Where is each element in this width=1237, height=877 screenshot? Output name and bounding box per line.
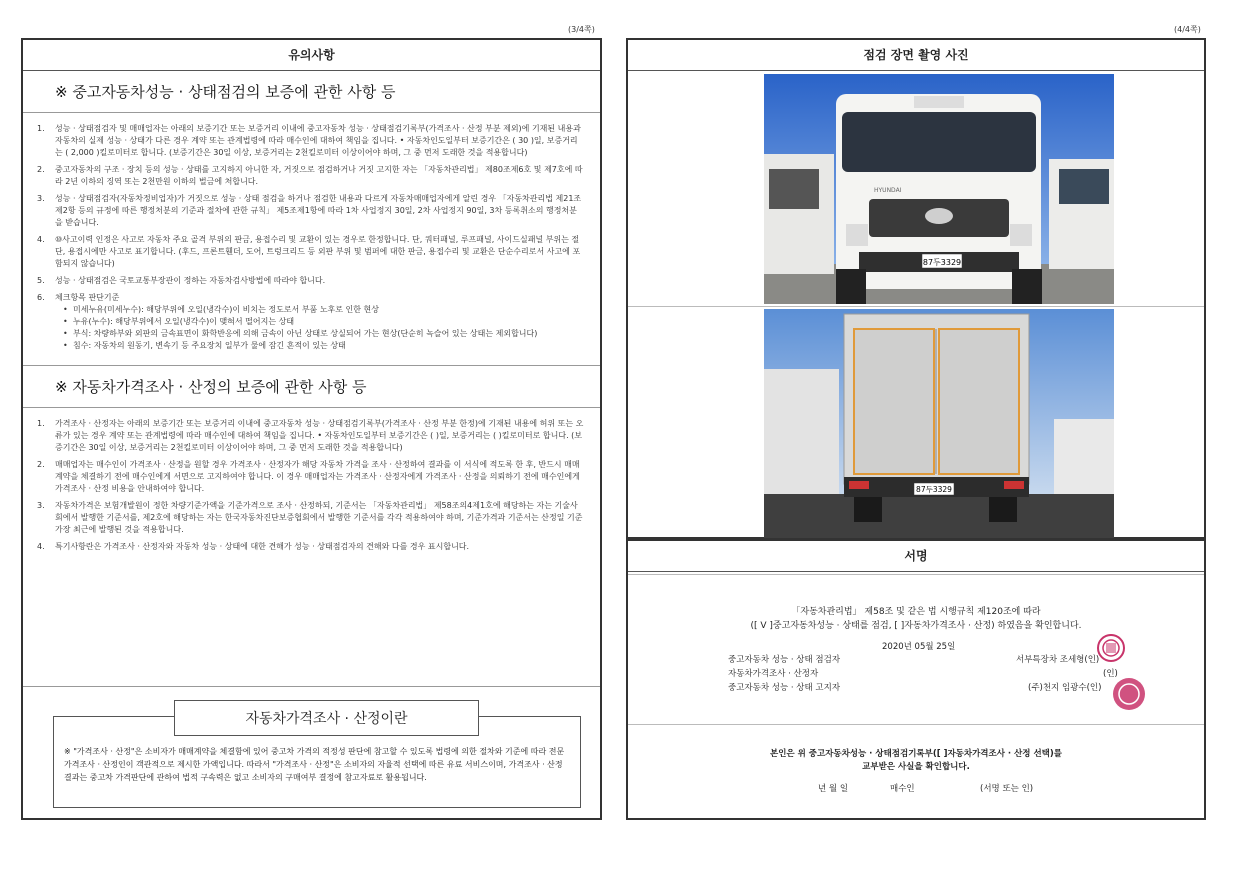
notice-box-divider xyxy=(23,686,600,687)
notice-box xyxy=(53,711,581,808)
list-item: 6. 체크항목 판단기준 • 미세누유(미세누수): 해당부위에 오일(냉각수)이 비치는 정도로서 부품 노후로 인한 현상 • 누유(누수): 해당부위에서 오일(냉각수)이 맺혀서 떨어지는 상태 • 부식: 차량하부와 외판의 금속표면이 화학반응에 의해 금속이 아닌 상태로 상실되어 가는 현상(단순히 녹슬어 있는 상태는 제외합니다) • 침수: 자동차의 원동기, 변속기 등 주요장치 일부가 물에 잠긴 흔적이 있는 상태 xyxy=(53,292,584,352)
rear-photo xyxy=(764,309,1114,538)
rear-plate-text: 87두3329 xyxy=(916,485,952,494)
rear-truck-image xyxy=(764,309,1114,538)
notice-box-text: ※ "가격조사 · 산정"은 소비자가 매매계약을 체결함에 있어 중고차 가격의 적정성 판단에 참고할 수 있도록 법령에 의한 절차와 기준에 따라 전문 가격조사 · 산정인이 객관적으로 제시한 가액입니다. 따라서 "가격조사 · 산정"은 소비자의 자율적 선택에 따른 유료 서비스이며, 가격조사 · 산정 결과는 중고차 가격판단에 관하여 법적 구속력은 없고 소비자의 구매여부 결정에 참고자료로 활용됩니다. xyxy=(64,747,565,782)
sign-date: 2020년 05월 25일 xyxy=(882,642,956,652)
check-criteria-list xyxy=(55,304,584,352)
sign-name-appraiser: (인) xyxy=(1103,669,1118,679)
signature-top-divider xyxy=(628,574,1204,575)
list-item: 2. 매매업자는 매수인이 가격조사 · 산정을 원할 경우 가격조사 · 산정자가 해당 자동차 가격을 조사 · 산정하여 결과를 이 서식에 적도록 한 후, 반드시 매매계약을 체결하기 전에 매수인에게 서면으로 고지하여야 합니다. 이 경우 매매업자는 가격조사 · 산정자에게 가격조사 · 산정을 의뢰하기 전에 매수인에게 가격조사 · 산정 비용을 안내하여야 합니다. xyxy=(37,460,580,493)
photo-divider xyxy=(628,306,1204,307)
list-item: 2. 중고자동차의 구조 · 장치 등의 성능 · 상태를 고지하지 아니한 자, 거짓으로 점검하거나 거짓 고지한 자는 「자동차관리법」 제80조제6호 및 제7호에 따라 2년 이하의 징역 또는 2천만원 이하의 벌금에 처합니다. xyxy=(37,165,583,186)
sign-name-notifier: (주)천지 임광수(인) xyxy=(1028,683,1102,693)
photo-panel xyxy=(626,38,1206,539)
list-item: 3. 자동차가격은 보험개발원이 정한 차량기준가액을 기준가격으로 조사 · 산정하되, 기준서는 「자동차관리법」 제58조의4제1호에 해당하는 자는 기술사회에서 발행한 기준서를, 제2호에 해당하는 자는 한국자동차진단보증협회에서 발행한 기준서를 각각 적용하여야 하며, 기준가격과 기준서는 산정일 기준 가장 최근에 발행된 것을 적용합니다. xyxy=(37,501,583,534)
list-item: 4. 특기사항란은 가격조사 · 산정자와 자동차 성능 · 상태에 대한 견해가 성능 · 상태점검자의 견해와 다를 경우 표시합니다. xyxy=(37,542,470,551)
left-page-number: (3/4쪽) xyxy=(568,25,595,34)
criteria-item: • 미세누유(미세누수): 해당부위에 오일(냉각수)이 비치는 정도로서 부품 노후로 인한 현상 xyxy=(63,304,584,316)
criteria-item: • 침수: 자동차의 원동기, 변속기 등 주요장치 일부가 물에 잠긴 흔적이 있는 상태 xyxy=(63,340,584,352)
signature-bottom-divider xyxy=(628,724,1204,725)
notice-header: 유의사항 xyxy=(23,40,600,71)
notice-box-title: 자동차가격조사 · 산정이란 xyxy=(174,700,479,736)
notice-panel xyxy=(21,38,602,820)
criteria-item: • 부식: 차량하부와 외판의 금속표면이 화학반응에 의해 금속이 아닌 상태로 상실되어 가는 현상(단순히 녹슬어 있는 상태는 제외합니다) xyxy=(63,328,584,340)
right-page-number: (4/4쪽) xyxy=(1174,25,1201,34)
section2-list xyxy=(23,408,600,566)
section1-title: ※ 중고자동차성능 · 상태점검의 보증에 관한 사항 등 xyxy=(23,71,600,113)
list-item: 1. 성능 · 상태점검자 및 매매업자는 아래의 보증기간 또는 보증거리 이내에 중고자동차 성능 · 상태점검기록부(가격조사 · 산정 부분 제외)에 기재된 내용과 자동차의 실제 성능 · 상태가 다른 경우 계약 또는 관계법령에 따라 매수인에 대하여 책임을 집니다. • 자동차인도일부터 보증기간은 ( 30 )일, 보증거리는 ( 2,000 )킬로미터로 합니다. (보증기간은 30일 이상, 보증거리는 2천킬로미터 이상이어야 하며, 그 중 먼저 도래한 것을 적용합니다) xyxy=(37,124,581,157)
signature-header: 서명 xyxy=(628,541,1204,572)
truck-brand-text: HYUNDAI xyxy=(874,187,902,194)
list-item: 1. 가격조사 · 산정자는 아래의 보증기간 또는 보증거리 이내에 중고자동차 성능 · 상태점검기록부(가격조사 · 산정 부분 한정)에 기재된 내용에 허위 또는 오류가 있는 경우 계약 또는 관계법령에 따라 매수인에 대하여 책임을 집니다. • 자동차인도일부터 보증기간은 ( )일, 보증거리는 ( )킬로미터로 합니다. (보증기간은 30일 이상, 보증거리는 2천킬로미터 이상이어야 하며, 그 중 먼저 도래한 것을 적용합니다) xyxy=(37,419,584,452)
law-line-2: ([ V ]중고자동차성능 · 상태를 점검, [ ]자동차가격조사 · 산정) 하였음을 확인합니다. xyxy=(750,621,1082,631)
section2-title: ※ 자동차가격조사 · 산정의 보증에 관한 사항 등 xyxy=(23,365,600,408)
sign-role-inspector: 중고자동차 성능 · 상태 점검자 xyxy=(728,655,841,665)
sign-role-appraiser: 자동차가격조사 · 산정자 xyxy=(728,669,819,679)
buyer-label: 매수인 xyxy=(890,784,915,794)
receipt-line-2: 교부받은 사실을 확인합니다. xyxy=(862,762,970,772)
receipt-line-1: 본인은 위 중고자동차성능 · 상태점검기록부([ ]자동차가격조사 · 산정 선택)를 xyxy=(769,749,1062,759)
front-plate-text: 87두3329 xyxy=(922,258,962,267)
list-item: 5. 성능 · 상태점검은 국토교통부장관이 정하는 자동차검사방법에 따라야 합니다. xyxy=(37,276,326,285)
photo-header: 점검 장면 촬영 사진 xyxy=(628,40,1204,71)
signature-panel xyxy=(626,539,1206,820)
sign-name-inspector: 서부특장차 조세형(인) xyxy=(1016,655,1100,665)
buyer-date-label: 년 월 일 xyxy=(818,784,849,794)
front-photo xyxy=(764,74,1114,304)
sign-role-notifier: 중고자동차 성능 · 상태 고지자 xyxy=(728,683,841,693)
law-line-1: 「자동차관리법」 제58조 및 같은 법 시행규칙 제120조에 따라 xyxy=(791,607,1041,617)
front-truck-image xyxy=(764,74,1114,304)
section1-list xyxy=(23,113,600,365)
criteria-item: • 누유(누수): 해당부위에서 오일(냉각수)이 맺혀서 떨어지는 상태 xyxy=(63,316,584,328)
list-item: 3. 성능 · 상태점검자(자동차정비업자)가 거짓으로 성능 · 상태 점검을 하거나 점검한 내용과 다르게 자동차매매업자에게 알린 경우 「자동차관리법 제21조제2항 등의 규정에 따른 행정처분의 기준과 절차에 관한 규칙」 제5조제1항에 따라 1차 사업정지 30일, 2차 사업정지 90일, 3차 등록취소의 행정처분을 받습니다. xyxy=(37,194,582,227)
notifier-seal xyxy=(1112,677,1146,711)
buyer-sign-label: (서명 또는 인) xyxy=(980,784,1034,794)
inspector-seal xyxy=(1096,633,1126,663)
list-item: 4. ⑩사고이력 인정은 사고로 자동차 주요 골격 부위의 판금, 용접수리 및 교환이 있는 경우로 한정합니다. 단, 쿼터패널, 루프패널, 사이드실패널 부위는 절단, 용접시에만 사고로 표기합니다. (후드, 프론트휀더, 도어, 트렁크리드 등 외판 부위 및 범퍼에 대한 판금, 용접수리 및 교환은 단순수리로서 사고에 포함되지 않습니다) xyxy=(37,235,581,268)
